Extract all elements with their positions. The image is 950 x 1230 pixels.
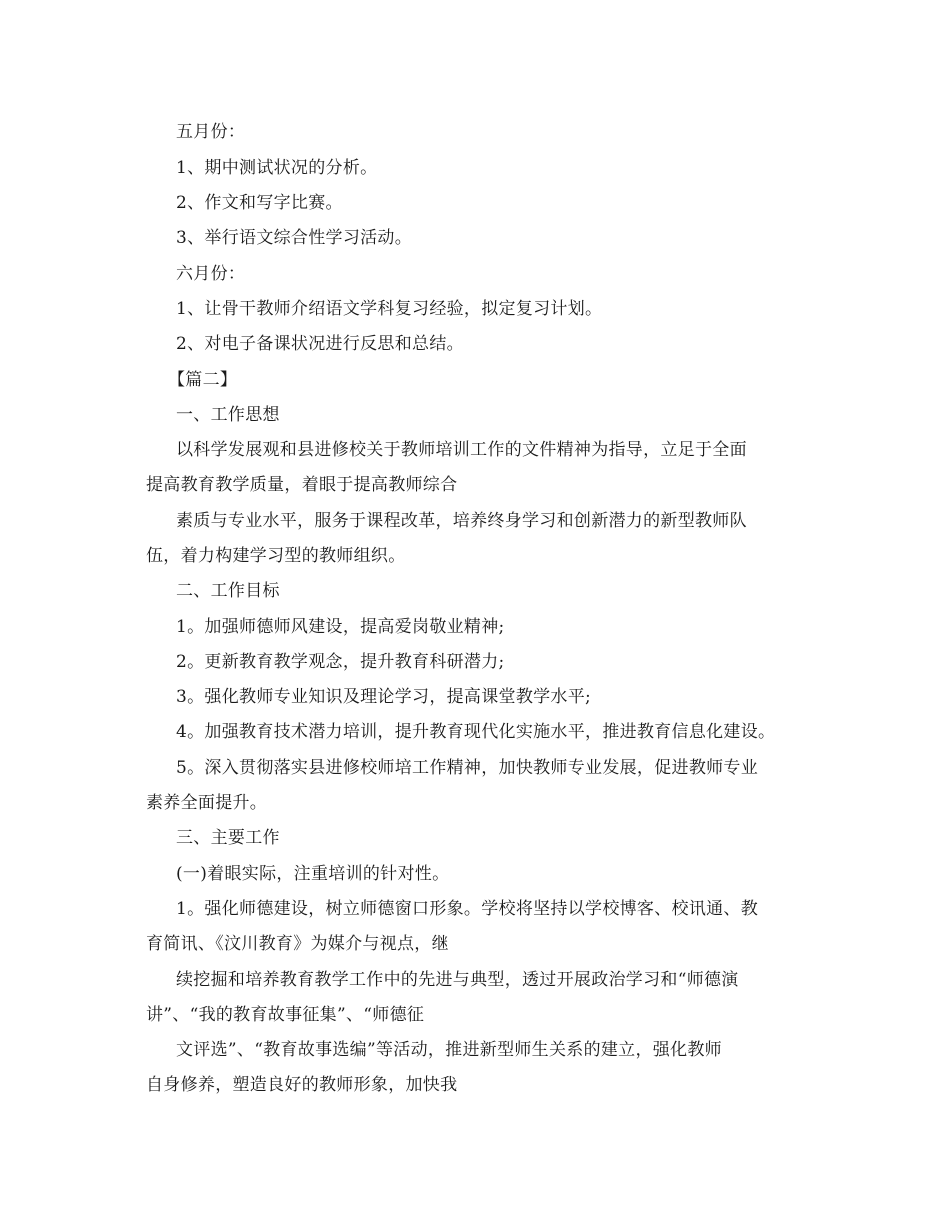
paragraph-line: 提高教育教学质量，着眼于提高教师综合	[146, 475, 458, 495]
june-item-1: 1、让骨干教师介绍语文学科复习经验，拟定复习计划。	[176, 299, 603, 319]
section-heading-work-goals: 二、工作目标	[176, 581, 280, 601]
section-heading-work-thought: 一、工作思想	[176, 405, 280, 425]
may-item-2: 2、作文和写字比赛。	[176, 193, 343, 213]
paragraph-line: 伍，着力构建学习型的教师组织。	[146, 546, 406, 566]
paragraph-line: 育简讯、《汶川教育》为媒介与视点，继	[146, 934, 449, 954]
paragraph-line: 以科学发展观和县进修校关于教师培训工作的文件精神为指导，立足于全面	[176, 440, 747, 460]
goal-item-4: 4。加强教育技术潜力培训，提升教育现代化实施水平，推进教育信息化建设。	[176, 722, 776, 742]
month-heading-may: 五月份：	[176, 122, 246, 142]
paragraph-line: 1。强化师德建设，树立师德窗口形象。学校将坚持以学校博客、校讯通、教	[176, 899, 759, 919]
paragraph-line: 文评选”、“教育故事选编”等活动，推进新型师生关系的建立，强化教师	[176, 1040, 722, 1060]
may-item-1: 1、期中测试状况的分析。	[176, 158, 378, 178]
goal-item-2: 2。更新教育教学观念，提升教育科研潜力;	[176, 652, 505, 672]
goal-item-5-continued: 素养全面提升。	[146, 793, 268, 813]
paragraph-line: 续挖掘和培养教育教学工作中的先进与典型，透过开展政治学习和“师德演	[176, 970, 739, 990]
may-item-3: 3、举行语文综合性学习活动。	[176, 228, 413, 248]
goal-item-5: 5。深入贯彻落实县进修校师培工作精神，加快教师专业发展，促进教师专业	[176, 758, 759, 778]
paragraph-line: 讲”、“我的教育故事征集”、“师德征	[146, 1005, 425, 1025]
goal-item-3: 3。强化教师专业知识及理论学习，提高课堂教学水平;	[176, 687, 592, 707]
subsection-heading: (一)着眼实际，注重培训的针对性。	[176, 864, 450, 884]
section-heading-main-work: 三、主要工作	[176, 828, 280, 848]
june-item-2: 2、对电子备课状况进行反思和总结。	[176, 334, 464, 354]
month-heading-june: 六月份：	[176, 264, 246, 284]
paragraph-line: 素质与专业水平，服务于课程改革，培养终身学习和创新潜力的新型教师队	[176, 511, 747, 531]
part-two-heading: 【篇二】	[168, 370, 238, 390]
paragraph-line: 自身修养，塑造良好的教师形象，加快我	[146, 1075, 458, 1095]
goal-item-1: 1。加强师德师风建设，提高爱岗敬业精神;	[176, 617, 505, 637]
